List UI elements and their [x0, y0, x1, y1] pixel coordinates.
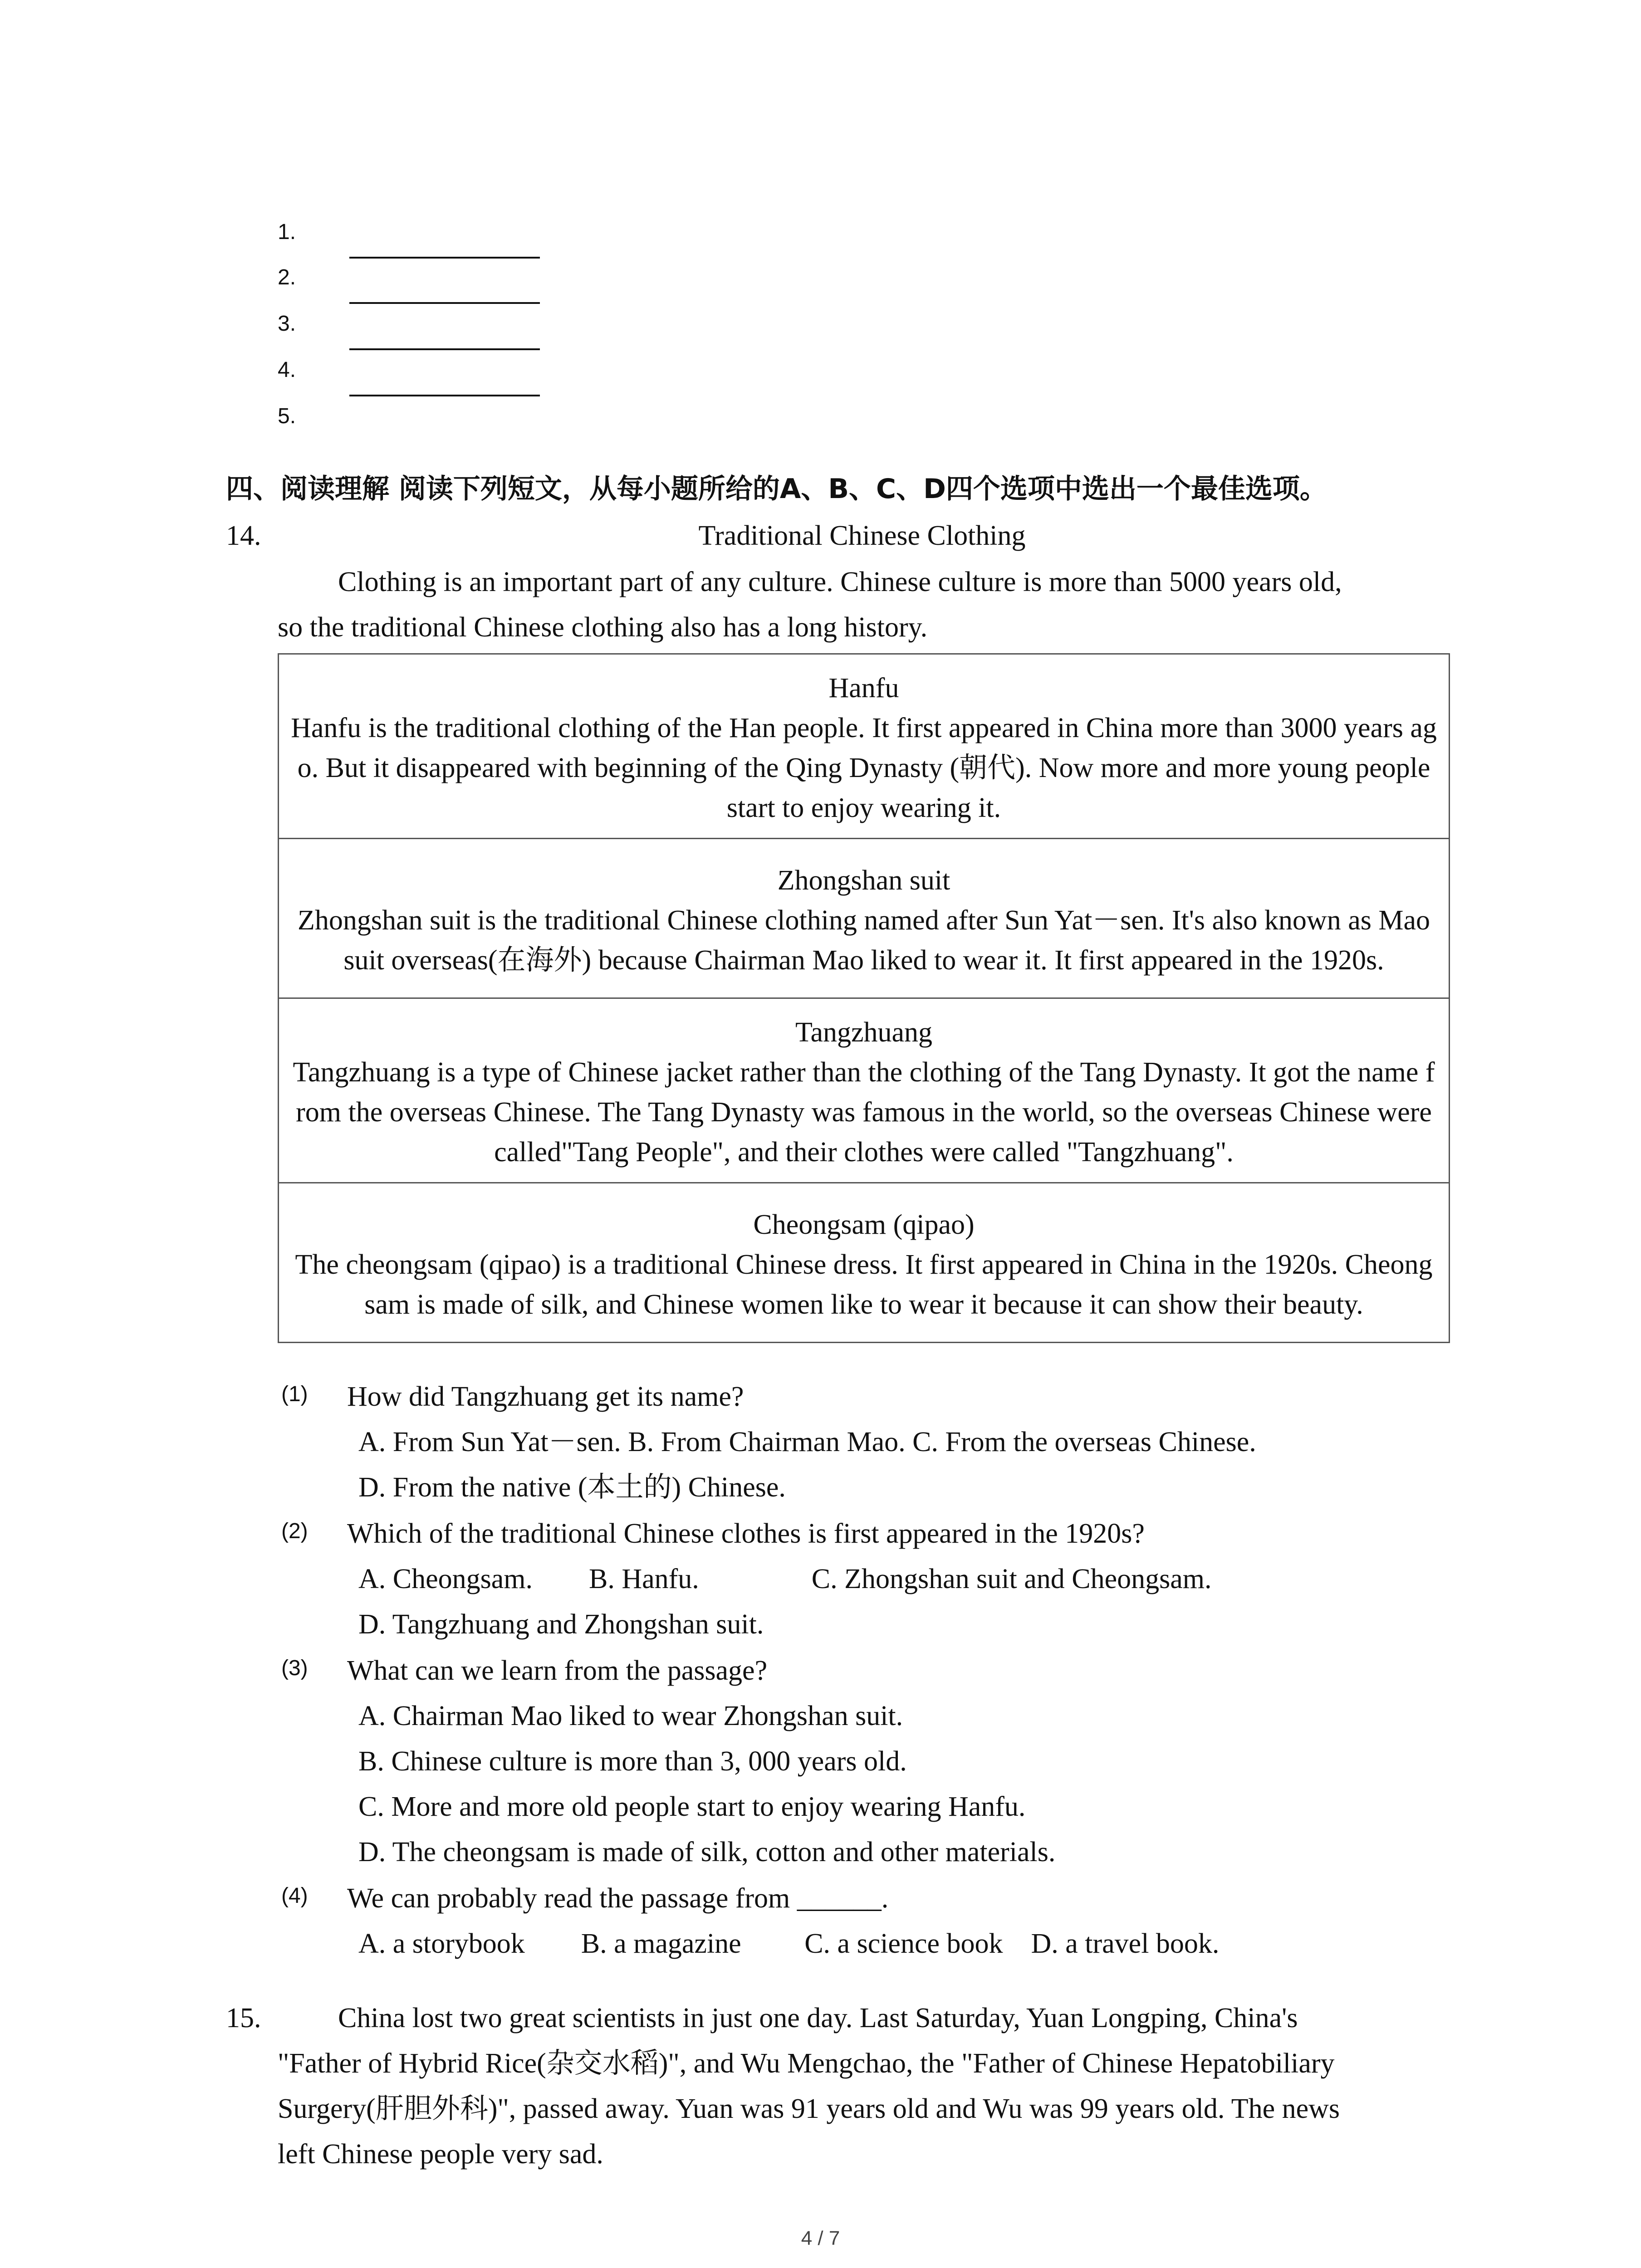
passage-title: Traditional Chinese Clothing: [698, 520, 1026, 551]
subquestion-number: (4): [281, 1884, 308, 1908]
subquestion-stem: We can probably read the passage from ______.: [347, 1883, 889, 1914]
passage-line: left Chinese people very sad.: [278, 2139, 603, 2170]
subquestion-stem: What can we learn from the passage?: [347, 1655, 768, 1686]
passage-intro-line: Clothing is an important part of any culture. Chinese culture is more than 5000 years old,: [338, 567, 1342, 597]
cell-body: Hanfu is the traditional clothing of the Han people. It first appeared in China more than 3000 years ago. But it disappeared with beginning of the Qing Dynasty (朝代). Now more and more young people start to enjoy wearing it.: [291, 713, 1437, 823]
cell-body: The cheongsam (qipao) is a traditional Chinese dress. It first appeared in China in the 1920s. Cheongsam is made of silk, and Chinese women like to wear it because it can show their beauty.: [295, 1249, 1433, 1320]
subquestion-number: (2): [281, 1519, 308, 1543]
answer-option-line[interactable]: C. More and more old people start to enjoy wearing Hanfu.: [358, 1791, 1026, 1822]
blank-number: 4.: [278, 358, 296, 382]
answer-option-line[interactable]: A. From Sun Yat－sen. B. From Chairman Mao. C. From the overseas Chinese.: [358, 1427, 1256, 1457]
table-row: [279, 998, 1450, 1183]
question-number: 15.: [226, 2003, 261, 2033]
answer-blank-line[interactable]: [349, 348, 540, 350]
table-cell-hanfu: [279, 654, 1450, 839]
section-heading: 四、阅读理解 阅读下列短文，从每小题所给的A、B、C、D四个选项中选出一个最佳选项。: [226, 473, 1327, 505]
subquestion-stem: How did Tangzhuang get its name?: [347, 1381, 744, 1412]
answer-option-line[interactable]: D. Tangzhuang and Zhongshan suit.: [358, 1609, 764, 1640]
answer-blank-line[interactable]: [349, 302, 540, 304]
cell-title: Tangzhuang: [795, 1017, 933, 1048]
passage-intro-line: so the traditional Chinese clothing also has a long history.: [278, 612, 928, 643]
table-row: [279, 1183, 1450, 1343]
passage-line: China lost two great scientists in just one day. Last Saturday, Yuan Longping, China's: [338, 2003, 1298, 2033]
clothing-table: [278, 653, 1450, 1343]
answer-blank-line[interactable]: [349, 257, 540, 259]
page-number: 4 / 7: [801, 2227, 840, 2249]
answer-option-line[interactable]: D. The cheongsam is made of silk, cotton and other materials.: [358, 1837, 1056, 1867]
answer-blank-line[interactable]: [349, 395, 540, 396]
answer-option-line[interactable]: A. a storybook B. a magazine C. a science book D. a travel book.: [358, 1928, 1220, 1959]
question-number: 14.: [226, 520, 261, 551]
passage-line: Surgery(肝胆外科)", passed away. Yuan was 91 years old and Wu was 99 years old. The news: [278, 2093, 1340, 2124]
subquestion-stem: Which of the traditional Chinese clothes is first appeared in the 1920s?: [347, 1518, 1145, 1549]
subquestion-number: (1): [281, 1382, 308, 1406]
answer-option-line[interactable]: D. From the native (本土的) Chinese.: [358, 1472, 786, 1503]
table-cell-tangzhuang: [279, 998, 1450, 1183]
answer-option-line[interactable]: A. Cheongsam. B. Hanfu. C. Zhongshan suit and Cheongsam.: [358, 1564, 1212, 1594]
blank-number: 3.: [278, 312, 296, 336]
cell-body: Tangzhuang is a type of Chinese jacket rather than the clothing of the Tang Dynasty. It got the name from the overseas Chinese. The Tang Dynasty was famous in the world, so the overseas Chinese were called"Tang People", and their clothes were called "Tangzhuang".: [293, 1057, 1435, 1168]
table-row: [279, 839, 1450, 998]
blank-number: 1.: [278, 220, 296, 244]
passage-line: "Father of Hybrid Rice(杂交水稻)", and Wu Mengchao, the "Father of Chinese Hepatobiliary: [278, 2048, 1335, 2079]
table-cell-zhongshan-suit: [279, 839, 1450, 998]
blank-number: 5.: [278, 404, 296, 428]
subquestion-number: (3): [281, 1656, 308, 1680]
cell-body: Zhongshan suit is the traditional Chinese clothing named after Sun Yat－sen. It's also known as Mao suit overseas(在海外) because Chairman Mao liked to wear it. It first appeared in the 1920s.: [297, 904, 1430, 976]
table-cell-cheongsam: [279, 1183, 1450, 1343]
blank-number: 2.: [278, 265, 296, 289]
cell-title: Cheongsam (qipao): [753, 1209, 975, 1240]
cell-title: Hanfu: [828, 673, 899, 704]
table-row: [279, 654, 1450, 839]
answer-option-line[interactable]: B. Chinese culture is more than 3, 000 years old.: [358, 1746, 907, 1777]
answer-option-line[interactable]: A. Chairman Mao liked to wear Zhongshan suit.: [358, 1701, 903, 1731]
cell-title: Zhongshan suit: [777, 865, 950, 896]
